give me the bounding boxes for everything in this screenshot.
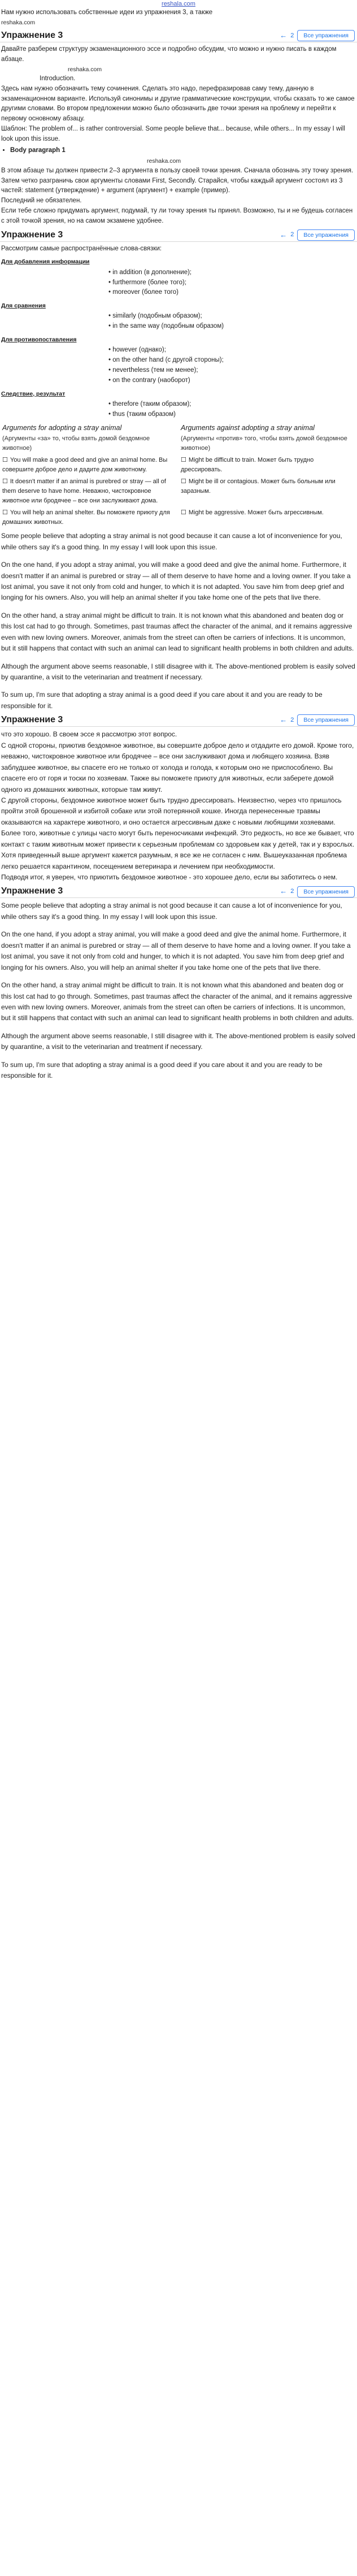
linker-row xyxy=(0,410,357,420)
linker-group xyxy=(0,389,357,420)
chevron-left-icon[interactable]: ← xyxy=(280,887,288,896)
essay-russian xyxy=(0,729,357,883)
linker-row xyxy=(0,322,357,332)
linker-group-head: Следствие, результат xyxy=(1,390,66,397)
against-sub: (Аргументы «против» того, чтобы взять домой бездомное животное) xyxy=(181,435,347,452)
argument-text: You will help an animal shelter. Вы поможете приюту для домашних животных. xyxy=(2,509,170,526)
body-paragraph-label: • Body paragraph 1 xyxy=(10,146,357,156)
top-url-link[interactable]: reshala.com xyxy=(162,1,195,7)
all-exercises-button[interactable]: Все упражнения xyxy=(297,30,355,41)
essay-paragraph: С одной стороны, приютив бездомное животное, вы совершите доброе дело и отдадите его домой. Кроме того, неважно, чистокровное животное или бродячее – все они заслуживают дома и любящего хозяина. Взяв заблудшее животное, вы спасете его не только от холода и голода, к которым оно не приспособлено. Вы спасете его от горя и тоски по хозяевам. Также вы поможете приюту для животных, если заберете домой одного из домашних животных, которые там живут. xyxy=(1,741,354,793)
linker-group xyxy=(0,301,357,332)
section-title: Упражнение 3 xyxy=(1,229,63,240)
page-number: 2 xyxy=(290,716,294,723)
paragraph: Последний не обязателен. xyxy=(1,197,82,205)
linker-item: • in addition (в дополнение); xyxy=(108,268,356,278)
essay-paragraph: On the other hand, a stray animal might be difficult to train. It is not known what this abandoned and beaten dog or this lost cat had to go through. Sometimes, past traumas affect the character of the animal, and it remains aggressive even with new loving owners. Moreover, animals from the street can often be carriers of infections. It is uncommon, but it still happens that contact with such an animal can lead to significant health problems in both children and adults. xyxy=(1,611,354,653)
linker-group-head: Для добавления информации xyxy=(1,258,90,266)
checkbox-icon: ☐ xyxy=(181,456,186,463)
template-paragraph: Шаблон: The problem of... is rather controversial. Some people believe that... because, while others... In my essay I will look upon this issue. xyxy=(1,125,345,142)
linker-item: • on the contrary (наоборот) xyxy=(108,376,356,386)
all-exercises-button[interactable]: Все упражнения xyxy=(297,886,355,897)
linker-group-head: Для сравнения xyxy=(1,302,46,310)
linker-row xyxy=(0,311,357,322)
page-number: 2 xyxy=(290,888,294,895)
linkers-intro: Рассмотрим самые распространённые слова-связки: xyxy=(1,245,162,252)
linker-item: • furthermore (более того); xyxy=(108,278,356,288)
argument-text: You will make a good deed and give an animal home. Вы совершите доброе дело и дадите дом животному. xyxy=(2,456,168,473)
section-title: Упражнение 3 xyxy=(1,886,63,896)
table-header-row xyxy=(0,422,357,454)
all-exercises-button[interactable]: Все упражнения xyxy=(297,714,355,726)
page-number: 2 xyxy=(290,231,294,238)
argument-text: Might be aggressive. Может быть агрессивным. xyxy=(188,509,324,517)
page-number: 2 xyxy=(290,32,294,39)
essay-paragraph: Some people believe that adopting a stray animal is not good because it can cause a lot of inconvenience for you, while others say it's a good thing. In my essay I will look upon this issue. xyxy=(1,901,342,921)
essay-paragraph: С другой стороны, бездомное животное может быть трудно дрессировать. Неизвестно, через что пришлось пройти этой брошенной и избитой собаке или этой потерянной кошке. Иногда перенесенные травмы оказываются на характере животного, и оно остается агрессивным даже с новыми любящими хозяевами. Более того, животные с улицы часто могут быть переносчиками инфекций. Это редкость, но все же бывает, что контакт с таким животным может привести к серьезным проблемам со здоровьем как у детей, так и у взрослых. xyxy=(1,796,355,848)
checkbox-icon: ☐ xyxy=(2,478,8,485)
linker-row xyxy=(0,288,357,298)
linker-item: • on the other hand (с другой стороны); xyxy=(108,355,356,366)
argument-text: Might be difficult to train. Может быть трудно дрессировать. xyxy=(181,456,314,473)
essay-paragraph: Although the argument above seems reasonable, I still disagree with it. The above-mentioned problem is easily solved by quarantine, a visit to the veterinarian and treatment if necessary. xyxy=(1,662,355,682)
essay-paragraph: On the other hand, a stray animal might be difficult to train. It is not known what this abandoned and beaten dog or this lost cat had to go through. Sometimes, past traumas affect the character of the animal, and it remains aggressive even with new loving owners. Moreover, animals from the street can often be carriers of infections. It is uncommon, but it still happens that contact with such an animal can lead to significant health problems in both children and adults. xyxy=(1,981,354,1022)
essay-paragraph: On the one hand, if you adopt a stray animal, you will make a good deed and give the animal home. Furthermore, it doesn't matter if an animal is purebred or stray — all of them deserve to have home and a loving owner. If you take a lost animal, you save it not only from cold and hunger, to which it is not adapted. You save him from deep grief and longing for his owners. Also, you will help an animal shelter if you take home one of the pets that live there. xyxy=(1,561,351,602)
section-header-4 xyxy=(0,885,357,898)
chevron-left-icon[interactable]: ← xyxy=(280,31,288,40)
table-row xyxy=(0,454,357,476)
section-header-1 xyxy=(0,29,357,42)
pager xyxy=(280,229,355,241)
checkbox-icon: ☐ xyxy=(181,509,186,517)
paragraph: Здесь нам нужно обозначить тему сочинения. Сделать это надо, перефразировав саму тему, данную в экзаменационном варианте. Используй синонимы и другие грамматические конструкции, чтобы сказать то же самое другими словами. Во втором предложении можно было обозначить две точки зрения на проблему и перейти к первому основному абзацу. xyxy=(1,85,355,123)
chevron-left-icon[interactable]: ← xyxy=(280,715,288,725)
table-row xyxy=(0,476,357,507)
table-row xyxy=(0,507,357,528)
essay-paragraph: Хотя приведенный выше аргумент кажется разумным, я все же не согласен с ним. Вышеуказанная проблема легко решается карантином, посещением ветеринара и лечением при необходимости. xyxy=(1,851,347,870)
checkbox-icon: ☐ xyxy=(181,478,186,485)
linker-group-head: Для противопоставления xyxy=(1,336,77,344)
section-header-3 xyxy=(0,714,357,727)
intro-line: Нам нужно использовать собственные идеи из упражнения 3, а также xyxy=(1,9,213,16)
introduction-label: Introduction. xyxy=(40,75,76,82)
linker-row xyxy=(0,278,357,288)
linker-group xyxy=(0,257,357,298)
for-column-head xyxy=(0,422,178,454)
linker-row xyxy=(0,376,357,386)
essay-paragraph: Some people believe that adopting a stray animal is not good because it can cause a lot of inconvenience for you, while others say it's a good thing. In my essay I will look upon this issue. xyxy=(1,532,342,551)
table-cell xyxy=(0,454,178,476)
essay-paragraph: On the one hand, if you adopt a stray animal, you will make a good deed and give the animal home. Furthermore, it doesn't matter if an animal is purebred or stray — all of them deserve to have home and a loving owner. If you take a lost animal, you save it not only from cold and hunger, to which it is not adapted. You save him from deep grief and longing for his owners. Also, you will help an animal shelter if you take home one of the pets that live there. xyxy=(1,930,351,972)
linker-item: • however (однако); xyxy=(108,345,356,355)
pager xyxy=(280,714,355,726)
essay-paragraph: To sum up, I'm sure that adopting a stray animal is a good deed if you care about it and you are ready to be responsible for it. xyxy=(1,1060,323,1080)
watermark: reshaka.com xyxy=(147,158,181,165)
linker-group xyxy=(0,335,357,386)
linker-item: • moreover (более того) xyxy=(108,288,356,298)
chevron-left-icon[interactable]: ← xyxy=(280,230,288,239)
essay-paragraph: To sum up, I'm sure that adopting a stray animal is a good deed if you care about it and you are ready to be responsible for it. xyxy=(1,691,323,710)
arguments-table xyxy=(0,422,357,528)
linker-row xyxy=(0,355,357,366)
table-cell xyxy=(178,454,357,476)
checkbox-icon: ☐ xyxy=(2,456,8,463)
watermark: reshaka.com xyxy=(68,66,102,73)
linker-item: • in the same way (подобным образом) xyxy=(108,322,356,332)
watermark: reshaka.com xyxy=(1,19,36,26)
checkbox-icon: ☐ xyxy=(2,509,8,517)
essay-english-1 xyxy=(0,531,357,712)
table-cell xyxy=(0,476,178,507)
linker-item: • therefore (таким образом); xyxy=(108,400,356,410)
table-cell xyxy=(178,507,357,528)
for-sub: (Аргументы «за» то, чтобы взять домой бездомное животное) xyxy=(2,435,150,452)
against-column-head xyxy=(178,422,357,454)
section-title: Упражнение 3 xyxy=(1,31,63,41)
section-header-2 xyxy=(0,229,357,242)
paragraph: Если тебе сложно придумать аргумент, подумай, ту ли точку зрения ты принял. Возможно, ты и не будешь согласен с этой точкой зрения, но на самом экзамене удобнее. xyxy=(1,207,353,224)
essay-english-2 xyxy=(0,900,357,1081)
essay-paragraph: Подводя итог, я уверен, что приютить бездомное животное - это хорошее дело, если вы заботитесь о нем. xyxy=(1,873,338,882)
for-head: Arguments for adopting a stray animal xyxy=(2,424,122,432)
linker-row xyxy=(0,268,357,278)
page xyxy=(0,0,357,1082)
essay-paragraph: что это хорошо. В своем эссе я рассмотрю этот вопрос. xyxy=(1,730,177,739)
argument-text: Might be ill or contagious. Может быть больным или заразным. xyxy=(181,478,336,495)
linker-item: • nevertheless (тем не менее); xyxy=(108,366,356,376)
paragraph: Давайте разберем структуру экзаменационного эссе и подробно обсудим, что можно и нужно писать в каждом абзаце. xyxy=(1,46,337,63)
paragraph: В этом абзаце ты должен привести 2–3 аргумента в пользу своей точки зрения. Сначала обозначь эту точку зрения. Затем четко разграничь свои аргументы словами First, Secondly. Старайся, чтобы каждый аргумент состоял из 3 частей: statement (утверждение) + argument (аргумент) + example (пример). xyxy=(1,167,354,194)
linker-item: • thus (таким образом) xyxy=(108,410,356,420)
bullet-list xyxy=(10,146,357,156)
table-cell xyxy=(178,476,357,507)
table-cell xyxy=(0,507,178,528)
pager xyxy=(280,886,355,897)
against-head: Arguments against adopting a stray animal xyxy=(181,424,315,432)
linker-row xyxy=(0,400,357,410)
all-exercises-button[interactable]: Все упражнения xyxy=(297,229,355,241)
linker-row xyxy=(0,366,357,376)
pager xyxy=(280,30,355,41)
argument-text: It doesn't matter if an animal is purebred or stray — all of them deserve to have home. Неважно, чистокровное животное или бродячее – все они заслуживают дома. xyxy=(2,478,166,505)
linker-row xyxy=(0,345,357,355)
section-title: Упражнение 3 xyxy=(1,715,63,725)
linker-item: • similarly (подобным образом); xyxy=(108,311,356,322)
essay-paragraph: Although the argument above seems reasonable, I still disagree with it. The above-mentioned problem is easily solved by quarantine, a visit to the veterinarian and treatment if necessary. xyxy=(1,1031,355,1051)
